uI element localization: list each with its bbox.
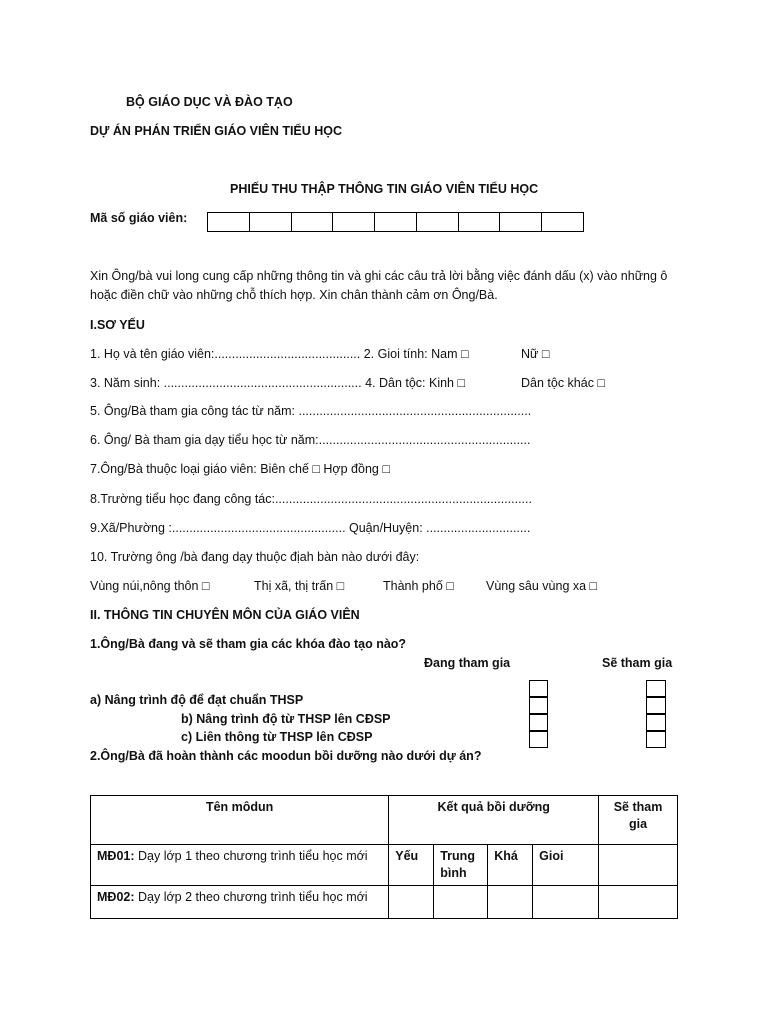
question-work-start: 5. Ông/Bà tham gia công tác từ năm: ................................................................... — [90, 404, 532, 418]
current-checkbox[interactable] — [529, 714, 548, 731]
future-checkbox[interactable] — [646, 731, 666, 748]
grade-cell[interactable] — [533, 886, 599, 919]
grade-good[interactable]: Khá — [488, 845, 533, 886]
module-table — [90, 795, 678, 919]
header-future: Sẽ tham gia — [599, 796, 678, 845]
teacher-id-digit[interactable] — [417, 213, 459, 231]
ministry-heading: BỘ GIÁO DỤC VÀ ĐÀO TẠO — [126, 95, 293, 109]
future-checkbox[interactable] — [646, 714, 666, 731]
grade-cell[interactable] — [389, 886, 434, 919]
area-option-town[interactable]: Thị xã, thị trấn □ — [254, 579, 345, 593]
course-b: b) Nâng trình độ từ THSP lên CĐSP — [181, 712, 391, 726]
grade-excellent[interactable]: Gioi — [533, 845, 599, 886]
module-name: Dạy lớp 2 theo chương trình tiểu học mới — [134, 890, 368, 904]
grade-cell[interactable] — [488, 886, 533, 919]
future-cell[interactable] — [599, 886, 678, 919]
question-ward-district: 9.Xã/Phường :.................................................. Quận/Huyện: .............................. — [90, 521, 531, 535]
teacher-id-digit[interactable] — [500, 213, 542, 231]
project-heading: DỰ ÁN PHÁN TRIỂN GIÁO VIÊN TIỂU HỌC — [90, 124, 343, 138]
grade-cell[interactable] — [434, 886, 488, 919]
intro-paragraph — [90, 267, 680, 305]
teacher-id-digit[interactable] — [333, 213, 375, 231]
future-checkbox[interactable] — [646, 680, 666, 697]
column-future: Sẽ tham gia — [602, 656, 673, 670]
future-checkbox[interactable] — [646, 697, 666, 714]
form-title: PHIẾU THU THẬP THÔNG TIN GIÁO VIÊN TIỂU HỌC — [230, 182, 539, 196]
future-cell[interactable] — [599, 845, 678, 886]
intro-line-2: hoặc điền chữ vào những chỗ thích hợp. Xin chân thành cảm ơn Ông/Bà. — [90, 288, 498, 302]
current-checkbox[interactable] — [529, 680, 548, 697]
teacher-id-digit[interactable] — [250, 213, 292, 231]
teacher-id-digit[interactable] — [375, 213, 417, 231]
teacher-id-digit[interactable] — [208, 213, 250, 231]
table-row — [91, 886, 678, 919]
course-c: c) Liên thông từ THSP lên CĐSP — [181, 730, 373, 744]
teacher-id-digit[interactable] — [459, 213, 501, 231]
section-2-title: II. THÔNG TIN CHUYÊN MÔN CỦA GIÁO VIÊN — [90, 608, 360, 622]
question-teacher-type: 7.Ông/Bà thuộc loại giáo viên: Biên chế □ Hợp đồng □ — [90, 462, 390, 476]
area-option-remote[interactable]: Vùng sâu vùng xa □ — [486, 579, 598, 593]
teacher-id-digit[interactable] — [292, 213, 334, 231]
teacher-id-label: Mã số giáo viên: — [90, 211, 188, 225]
gender-female-option[interactable]: Nữ □ — [521, 347, 550, 361]
module-name: Dạy lớp 1 theo chương trình tiểu học mới — [134, 849, 368, 863]
module-cell — [91, 886, 389, 919]
table-row — [91, 845, 678, 886]
module-code: MĐ02: — [97, 890, 135, 904]
teacher-id-digit[interactable] — [542, 213, 583, 231]
module-cell — [91, 845, 389, 886]
grade-average[interactable]: Trung bình — [434, 845, 488, 886]
course-a: a) Nâng trình độ để đạt chuẩn THSP — [90, 693, 304, 707]
grade-weak[interactable]: Yếu — [389, 845, 434, 886]
column-current: Đang tham gia — [424, 656, 511, 670]
intro-line-1: Xin Ông/bà vui long cung cấp những thông tin và ghi các câu trả lời bằng việc đánh dấu (x) vào những ô — [90, 269, 668, 283]
current-checkbox[interactable] — [529, 731, 548, 748]
section-1-title: I.SƠ YẾU — [90, 318, 145, 332]
question-school: 8.Trường tiểu học đang công tác:.......................................................................... — [90, 492, 532, 506]
current-checkbox[interactable] — [529, 697, 548, 714]
question-name-gender: 1. Họ và tên giáo viên:.......................................... 2. Gioi tính: Nam □ — [90, 347, 469, 361]
area-option-mountain[interactable]: Vùng núi,nông thôn □ — [90, 579, 210, 593]
question-training: 1.Ông/Bà đang và sẽ tham gia các khóa đào tạo nào? — [90, 637, 407, 651]
question-modules: 2.Ông/Bà đã hoàn thành các moodun bồi dưỡng nào dưới dự án? — [90, 749, 482, 763]
header-module-name: Tên môdun — [91, 796, 389, 845]
area-option-city[interactable]: Thành phố □ — [383, 579, 454, 593]
ethnicity-other-option[interactable]: Dân tộc khác □ — [521, 376, 605, 390]
question-teaching-start: 6. Ông/ Bà tham gia dạy tiểu học từ năm:............................................................. — [90, 433, 531, 447]
teacher-id-boxes[interactable] — [207, 212, 584, 232]
question-area: 10. Trường ông /bà đang dạy thuộc địah bàn nào dưới đây: — [90, 550, 420, 564]
table-header-row — [91, 796, 678, 845]
module-code: MĐ01: — [97, 849, 135, 863]
header-result: Kết quả bồi dưỡng — [389, 796, 599, 845]
question-birth-ethnicity: 3. Năm sinh: ......................................................... 4. Dân tộc: Kinh □ — [90, 376, 466, 390]
